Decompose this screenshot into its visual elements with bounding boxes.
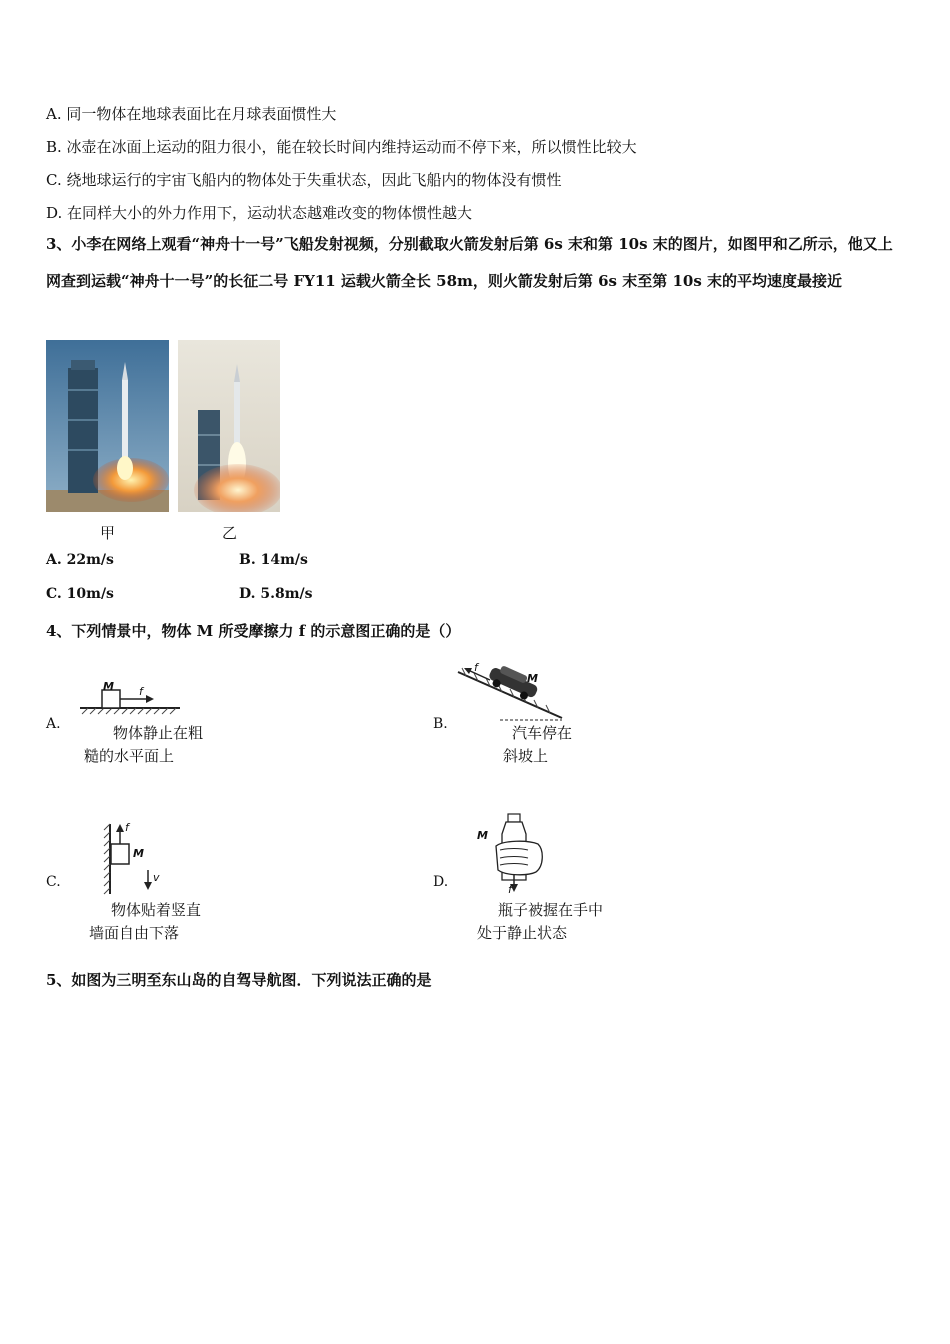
q2-option-c: C. 绕地球运行的宇宙飞船内的物体处于失重状态，因此飞船内的物体没有惯性 (46, 171, 562, 189)
q4-c-force-label: f (125, 821, 129, 834)
q3-option-a: A. 22m/s (46, 552, 114, 568)
q4-option-a-letter: A. (46, 716, 61, 732)
q4-b-mass-label: M (527, 672, 538, 685)
q3-option-c: C. 10m/s (46, 586, 114, 602)
q4-c-mass-label: M (133, 847, 144, 860)
q4-c-caption-1: 物体贴着竖直 (111, 901, 202, 919)
q4-option-d-letter: D. (433, 874, 449, 890)
q5-stem: 5、如图为三明至东山岛的自驾导航图．下列说法正确的是 (46, 971, 432, 989)
q4-b-caption-1: 汽车停在 (512, 724, 573, 742)
q2-option-d: D. 在同样大小的外力作用下，运动状态越难改变的物体惯性越大 (46, 204, 473, 222)
q4-figure-a (76, 672, 186, 720)
caption-yi: 乙 (222, 524, 238, 542)
rocket-photo-jia (46, 340, 169, 512)
q4-b-caption-2: 斜坡上 (503, 747, 549, 765)
q4-stem: 4、下列情景中，物体 M 所受摩擦力 f 的示意图正确的是（） (46, 622, 461, 640)
rocket-photo-yi (178, 340, 280, 512)
q3-option-d: D. 5.8m/s (239, 586, 313, 602)
q4-figure-c (100, 822, 160, 902)
q2-option-b: B. 冰壶在冰面上运动的阻力很小，能在较长时间内维持运动而不停下来，所以惯性比较大 (46, 138, 637, 156)
q4-a-caption-1: 物体静止在粗 (113, 724, 204, 742)
q4-c-caption-2: 墙面自由下落 (89, 924, 180, 942)
q4-figure-d (486, 810, 550, 898)
q4-figure-b (452, 658, 572, 732)
q4-option-c-letter: C. (46, 874, 61, 890)
q4-a-caption-2: 糙的水平面上 (84, 747, 175, 765)
q3-stem: 3、小李在网络上观看“神舟十一号”飞船发射视频，分别截取火箭发射后第 6s 末和第 10s 末的图片，如图甲和乙所示，他又上网查到运载“神舟十一号”的长征二号 FY11 运载火箭全长 58m，则火箭发射后第 6s 末至第 10s 末的平均速度最接近 (46, 235, 893, 290)
q4-d-caption-2: 处于静止状态 (477, 924, 568, 942)
q4-d-caption-1: 瓶子被握在手中 (498, 901, 604, 919)
caption-jia: 甲 (100, 524, 116, 542)
q3-option-b: B. 14m/s (239, 552, 308, 568)
q2-option-a: A. 同一物体在地球表面比在月球表面惯性大 (46, 105, 337, 123)
q4-d-mass-label: M (477, 829, 488, 842)
q4-option-b-letter: B. (433, 716, 448, 732)
q4-a-mass-label: M (103, 680, 114, 693)
q4-b-force-label: f (474, 661, 478, 674)
q4-a-force-label: f (139, 685, 143, 698)
q4-c-velocity-label: v (153, 871, 160, 884)
q4-d-force-label: f (508, 883, 512, 896)
